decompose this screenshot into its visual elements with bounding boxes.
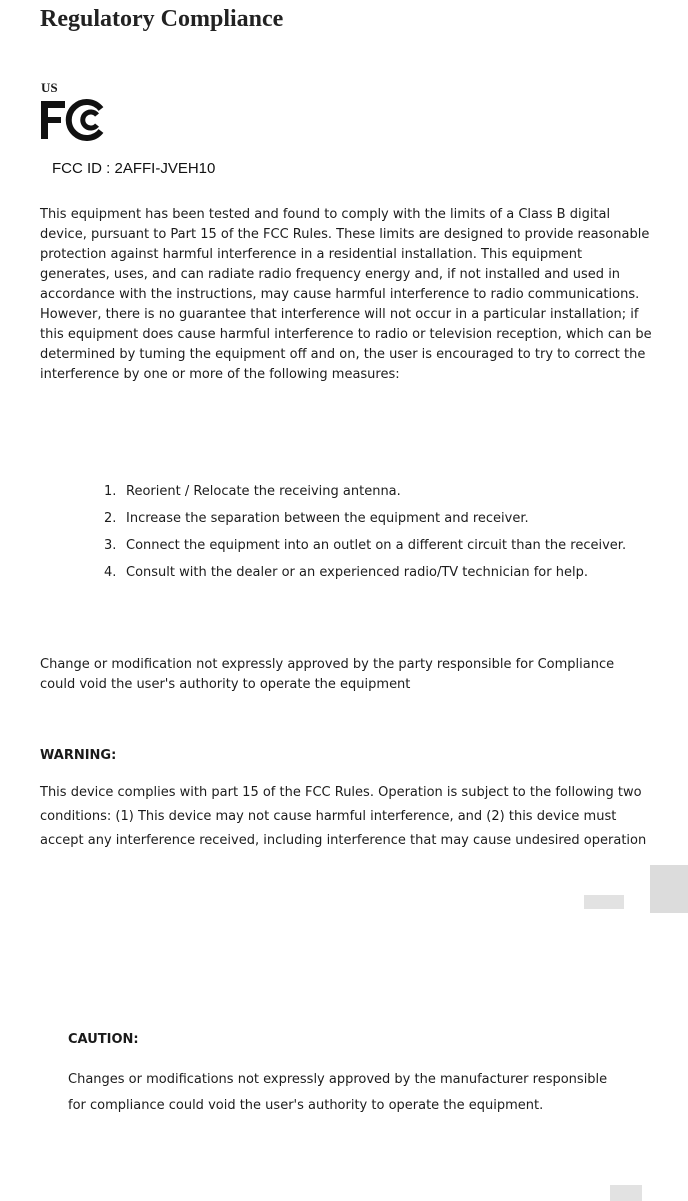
measures-list bbox=[80, 482, 650, 590]
caution-paragraph: Changes or modifications not expressly approved by the manufacturer responsible for compliance could void the user's authority to operate the equipment. bbox=[68, 1072, 608, 1113]
list-item bbox=[80, 482, 650, 502]
list-number: 1. bbox=[104, 484, 117, 499]
list-item bbox=[80, 509, 650, 529]
list-text: Connect the equipment into an outlet on a different circuit than the receiver. bbox=[126, 538, 627, 553]
list-item bbox=[80, 536, 650, 556]
fcc-logo-icon bbox=[39, 97, 111, 148]
modification-paragraph: Change or modification not expressly approved by the party responsible for Compliance could void the user's authority to operate the equipment bbox=[40, 657, 615, 692]
scan-artifact bbox=[584, 895, 624, 909]
list-item bbox=[80, 563, 650, 583]
us-mark: US bbox=[41, 80, 58, 95]
list-text: Reorient / Relocate the receiving antenna. bbox=[126, 484, 401, 499]
caution-heading: CAUTION: bbox=[68, 1032, 139, 1047]
page-title: Regulatory Compliance bbox=[40, 6, 284, 32]
scan-artifact bbox=[610, 1185, 642, 1201]
list-number: 3. bbox=[104, 538, 117, 553]
warning-heading: WARNING: bbox=[40, 748, 117, 763]
warning-paragraph: This device complies with part 15 of the FCC Rules. Operation is subject to the following two conditions: (1) This device may not cause harmful interference, and (2) this device must accept any interference received, including interference that may cause undesired operation bbox=[40, 785, 647, 848]
list-text: Consult with the dealer or an experienced radio/TV technician for help. bbox=[126, 565, 588, 580]
list-number: 4. bbox=[104, 565, 117, 580]
list-text: Increase the separation between the equipment and receiver. bbox=[126, 511, 529, 526]
fcc-id: FCC ID : 2AFFI-JVEH10 bbox=[52, 160, 216, 177]
compliance-paragraph: This equipment has been tested and found to comply with the limits of a Class B digital device, pursuant to Part 15 of the FCC Rules. These limits are designed to provide reasonable protection against harmful interference in a residential installation. This equipment generates, uses, and can radiate radio frequency energy and, if not installed and used in accordance with the instructions, may cause harmful interference to radio communications. However, there is no guarantee that interference will not occur in a particular installation; if this equipment does cause harmful interference to radio or television reception, which can be determined by tuming the equipment off and on, the user is encouraged to try to correct the interference by one or more of the following measures: bbox=[40, 207, 652, 382]
scan-artifact bbox=[650, 865, 688, 913]
list-number: 2. bbox=[104, 511, 117, 526]
